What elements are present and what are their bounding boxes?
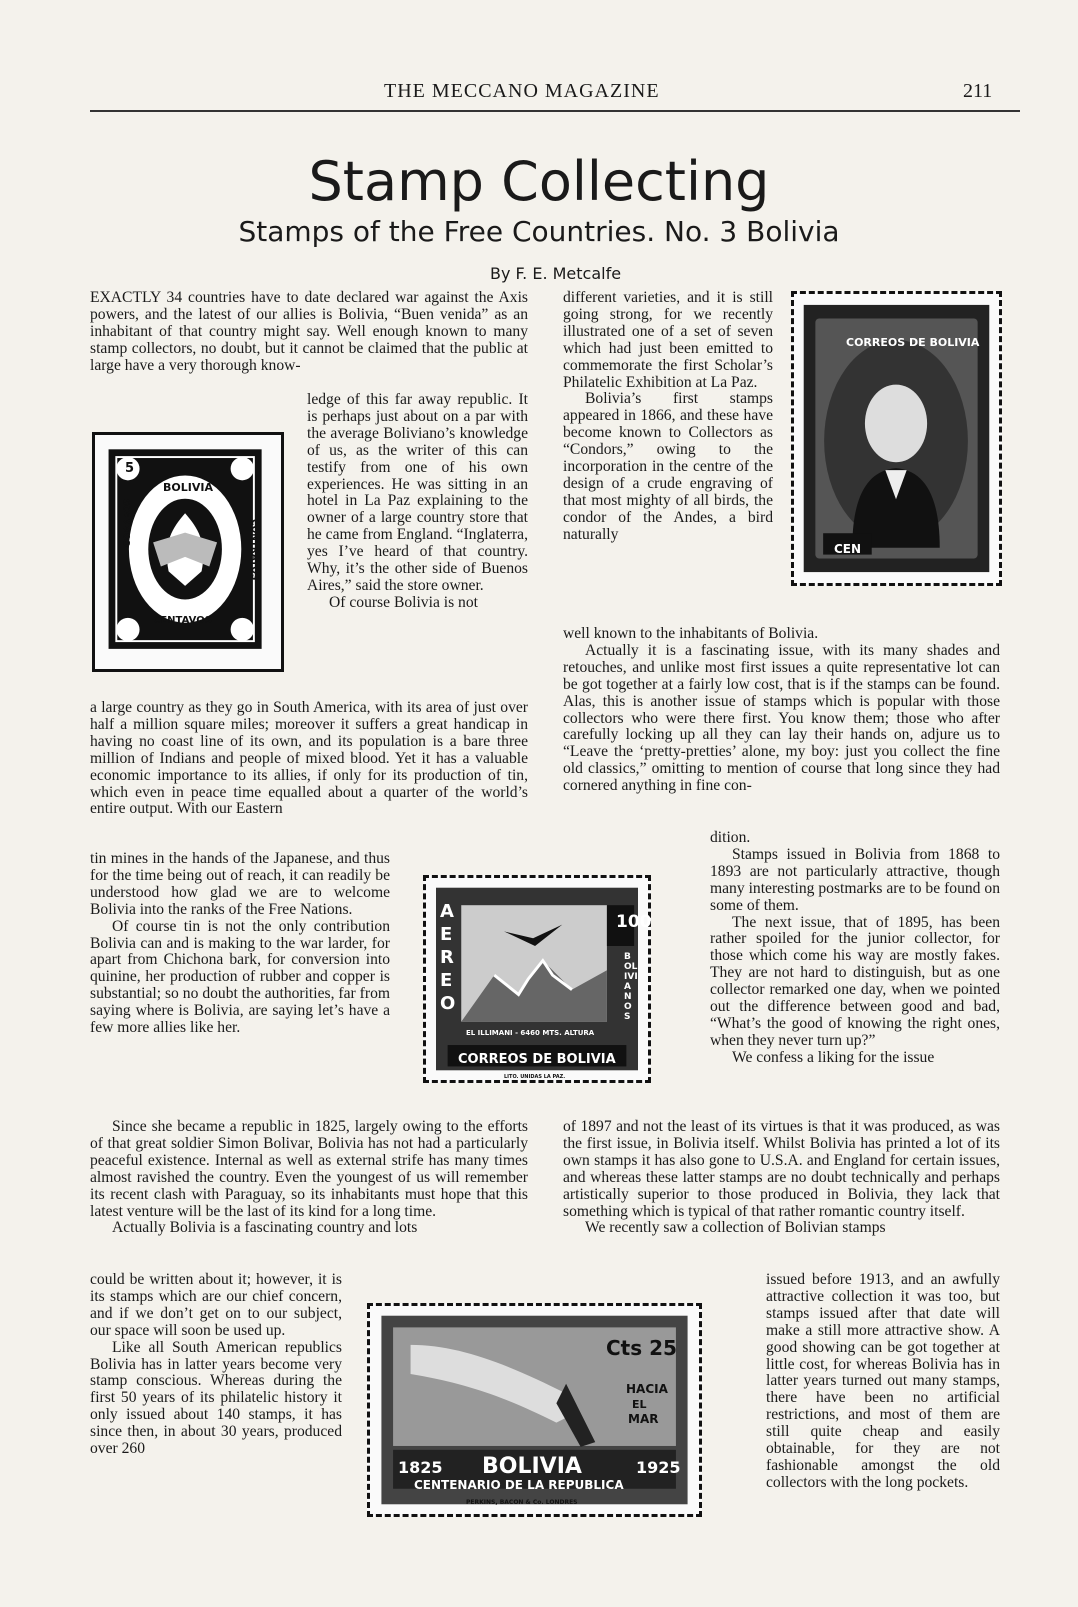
airmail-stamp-banner: CORREOS DE BOLIVIA — [458, 1052, 616, 1067]
centenary-stamp-year-left: 1825 — [398, 1458, 443, 1477]
centenary-stamp-motto-3: MAR — [628, 1412, 659, 1426]
airmail-stamp-left-label: AEREO — [440, 901, 456, 1014]
col1-para4: Since she became a republic in 1825, largely owing to the efforts of that great soldier Simon Bolivar, Bolivia has not had a particularly peaceful existence. Internal as well as external strife has many times almost ravished the country. Even the youngest of us will remember its recent clash with Paraguay, so its inhabitants must hope that this latest venture will be the last of its kind for a long time. Actually Bolivia is a fascinating country and lots — [90, 1118, 528, 1237]
portrait-stamp-top-label: CORREOS DE BOLIVIA — [846, 336, 980, 349]
airmail-stamp-value: 100 — [616, 912, 652, 932]
condor-stamp-image — [92, 432, 284, 672]
col2-narrow-block: dition. Stamps issued in Bolivia from 1868 to 1893 are not particularly attractive, though many interesting postmarks are to be found on some of them. The next issue, that of 1895, has been rather spoiled for the junior collector, for those which come his way are mostly fakes. They are not hard to distinguish, but as one collector remarked one day, when we pointed out the difference between good and bad, “What’s the good of knowing the right ones, when they never turn up?” We confess a liking for the issue — [710, 829, 1000, 1066]
article-title: Stamp Collecting — [308, 150, 770, 213]
centenary-stamp-year-right: 1925 — [636, 1458, 681, 1477]
running-header — [0, 80, 1078, 110]
header-rule — [90, 110, 1020, 112]
col1-narrow-block: tin mines in the hands of the Japanese, and thus for the time being out of reach, it can readily be understood how glad we are to welcome Bolivia into the ranks of the Free Nations. Of course tin is not the only contribution Bolivia can and is making to the war larder, for apart from Chichona bark, for conversion into quinine, her production of rubber and copper is substantial; so no doubt the authorities, far from saying where is Bolivia, are saying let’s have a few more allies like her. — [90, 850, 390, 1037]
airmail-stamp-printer: LITO. UNIDAS LA PAZ. — [504, 1074, 566, 1080]
col1-bottom-block: could be written about it; however, it is its stamps which are our chief concern, and if we don’t get on to our subject, our space will soon be used up. Like all South American republics Bolivia has in latter years become very stamp conscious. Whereas during the first 50 years of its philatelic history it only issued about 140 stamps, it has since then, in about 30 years, produced over 260 — [90, 1271, 342, 1458]
col2-para3: well known to the inhabitants of Bolivia. Actually it is a fascinating issue, with its many shades and retouches, and unlike most first issues a quite representative lot can be got together at a fairly low cost, that is if the stamps can be found. Alas, this is another issue of stamps which is popular with those collectors who were there first. You know them; those who after carefully locking up all they can lay their hands on, adjure us to “Leave the ‘pretty-pretties’ alone, my boy: just you collect the fine old classics,” omitting to mention of course that long since they had cornered anything in fine con- — [563, 625, 1000, 795]
centenary-stamp-country: BOLIVIA — [482, 1454, 582, 1479]
condor-stamp-left-label: CORREOS — [123, 498, 133, 547]
magazine-name: THE MECCANO MAGAZINE — [384, 80, 660, 102]
condor-stamp-top-label: BOLIVIA — [163, 481, 213, 494]
centenary-stamp-banner: CENTENARIO DE LA REPUBLICA — [414, 1478, 624, 1492]
col2-bottom-block: issued before 1913, and an awfully attractive collection it was too, but stamps issued after that date will make a still more attractive show. A good showing can be got together at little cost, for whereas Bolivia has in latter years turned out many stamps, there have been no artificial restrictions, and most of them are still quite cheap and easily obtainable, for they are not fashionable amongst the old collectors with the long pockets. — [766, 1271, 1000, 1491]
condor-stamp-right-label: CONTRATOS — [249, 519, 259, 581]
centenary-stamp-value: Cts 25 — [606, 1336, 677, 1360]
centenary-stamp-image — [367, 1303, 702, 1517]
col1-para2: a large country as they go in South America, with its area of just over half a million square miles; moreover it suffers a great handicap in having no coast line of its own, and its population is a bare three million of Indians and people of mixed blood. Yet it has a valuable economic importance to its allies, if only for its production of tin, which even in peace time equalled about a quarter of the world’s entire output. With our Eastern — [90, 699, 528, 818]
airmail-stamp-right-label: BOLIVIANOS — [624, 952, 638, 1022]
centenary-stamp-motto-2: EL — [632, 1398, 647, 1411]
col1-para1-side: ledge of this far away republic. It is perhaps just about on a par with the average Boliviano’s knowledge of us, as the writer of this can testify from one of his own experiences. He was sitting in an hotel in La Paz explaining to the owner of a large country store that he came from England. “Inglaterra, yes I’ve heard of that country. Why, it’s the other side of Buenos Aires,” said the store owner. Of course Bolivia is not — [307, 391, 528, 611]
centenary-stamp-motto-1: HACIA — [626, 1382, 668, 1396]
condor-stamp-value: 5 — [125, 461, 135, 476]
page-number: 211 — [963, 80, 993, 102]
airmail-stamp-caption: EL ILLIMANI - 6460 MTS. ALTURA — [466, 1029, 595, 1037]
byline: By F. E. Metcalfe — [490, 264, 622, 283]
portrait-stamp-image — [791, 291, 1002, 586]
condor-stamp-bottom-label: CENTAVOS — [153, 615, 212, 626]
centenary-stamp-printer: PERKINS, BACON & Co. LONDRES — [466, 1499, 578, 1506]
col1-para1-top: EXACTLY 34 countries have to date declared war against the Axis powers, and the latest of our allies is Bolivia, “Buen venida” as an inhabitant of that country might say. Well enough known to many stamp collectors, no doubt, but it cannot be claimed that the public at large have a very thorough know- — [90, 289, 528, 374]
article-subtitle: Stamps of the Free Countries. No. 3 Bolivia — [238, 215, 840, 248]
portrait-stamp-value: CEN — [834, 542, 862, 556]
airmail-stamp-image — [423, 875, 651, 1083]
col2-para6: of 1897 and not the least of its virtues is that it was produced, as was the first issue, in Bolivia itself. Whilst Bolivia has printed a lot of its own stamps it has also gone to U.S.A. and England for certain issues, and whereas these latter stamps are no doubt technically and perhaps artistically superior to those produced in Bolivia, they lack that something which is typical of that rather romantic country itself. We recently saw a collection of Bolivian stamps — [563, 1118, 1000, 1237]
col2-top-block: different varieties, and it is still going strong, for we recently illustrated one of a set of seven which had just been emitted to commemorate the first Scholar’s Philatelic Exhibition at La Paz. Bolivia’s first stamps appeared in 1866, and these have become known to Collectors as “Condors,” owing to the incorporation in the centre of the design of a crude engraving of that most mighty of all birds, the condor of the Andes, a bird naturally — [563, 289, 773, 543]
